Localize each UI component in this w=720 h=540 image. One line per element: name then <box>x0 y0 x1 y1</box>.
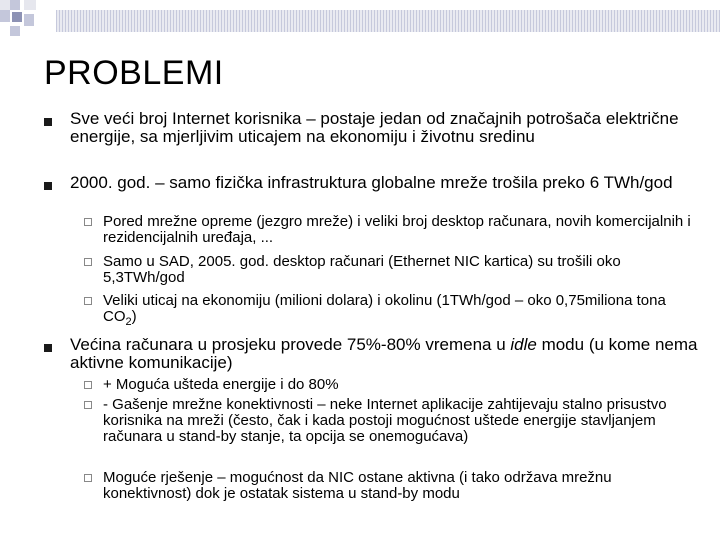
sub-list-item <box>103 254 703 286</box>
italic-term: idle <box>510 335 537 354</box>
list-item-text: Sve veći broj Internet korisnika – postaje jedan od značajnih potrošača električne energije, sa mjerljivim uticajem na ekonomiju i životnu sredinu <box>70 109 679 146</box>
sub-list-item <box>103 293 703 330</box>
list-item <box>70 110 698 146</box>
hollow-square-bullet-icon <box>84 258 92 266</box>
hollow-square-bullet-icon <box>84 401 92 409</box>
sub-list-item-text: + Moguća ušteda energije i do 80% <box>103 376 339 393</box>
decorative-corner-squares <box>0 0 40 40</box>
list-item-text: 2000. god. – samo fizička infrastruktura globalne mreže trošila preko 6 TWh/god <box>70 173 673 192</box>
hollow-square-bullet-icon <box>84 474 92 482</box>
hollow-square-bullet-icon <box>84 218 92 226</box>
square-bullet-icon <box>44 182 52 190</box>
list-item-text: Većina računara u prosjeku provede 75%-80% vremena u <box>70 335 511 354</box>
subscript-text: 2 <box>125 316 132 328</box>
hollow-square-bullet-icon <box>84 381 92 389</box>
decorative-header-bar <box>56 10 720 32</box>
sub-list-item-text: Moguće rješenje – mogućnost da NIC ostane aktivna (i tako održava mrežnu konektivnost) dok je ostatak sistema u stand-by modu <box>103 469 612 502</box>
sub-list-item <box>103 377 703 393</box>
hollow-square-bullet-icon <box>84 297 92 305</box>
slide-title: PROBLEMI <box>44 54 224 92</box>
sub-list-item <box>103 470 703 502</box>
list-item <box>70 336 698 372</box>
square-bullet-icon <box>44 344 52 352</box>
list-item <box>70 174 698 192</box>
sub-list-item <box>103 214 703 246</box>
sub-list-item <box>103 397 703 445</box>
square-bullet-icon <box>44 118 52 126</box>
sub-list-item-text: Veliki uticaj na ekonomiju (milioni dolara) i okolinu (1TWh/god – oko 0,75miliona tona CO <box>103 292 666 325</box>
sub-list-item-text: - Gašenje mrežne konektivnosti – neke Internet aplikacije zahtijevaju stalno prisustvo korisnika na mreži (često, čak i kada postoji mogućnost uštede energije stavljanjem računara u stand-by stanje, ta opcija se onemogućava) <box>103 396 667 445</box>
list-item-text: modu (u kome nema aktivne komunikacije) <box>70 335 698 372</box>
closing-text: ) <box>131 308 137 325</box>
sub-list-item-text: Pored mrežne opreme (jezgro mreže) i veliki broj desktop računara, novih komercijalnih i rezidencijalnih uređaja, ... <box>103 213 691 246</box>
sub-list-item-text: Samo u SAD, 2005. god. desktop računari (Ethernet NIC kartica) su trošili oko 5,3TWh/god <box>103 253 621 286</box>
